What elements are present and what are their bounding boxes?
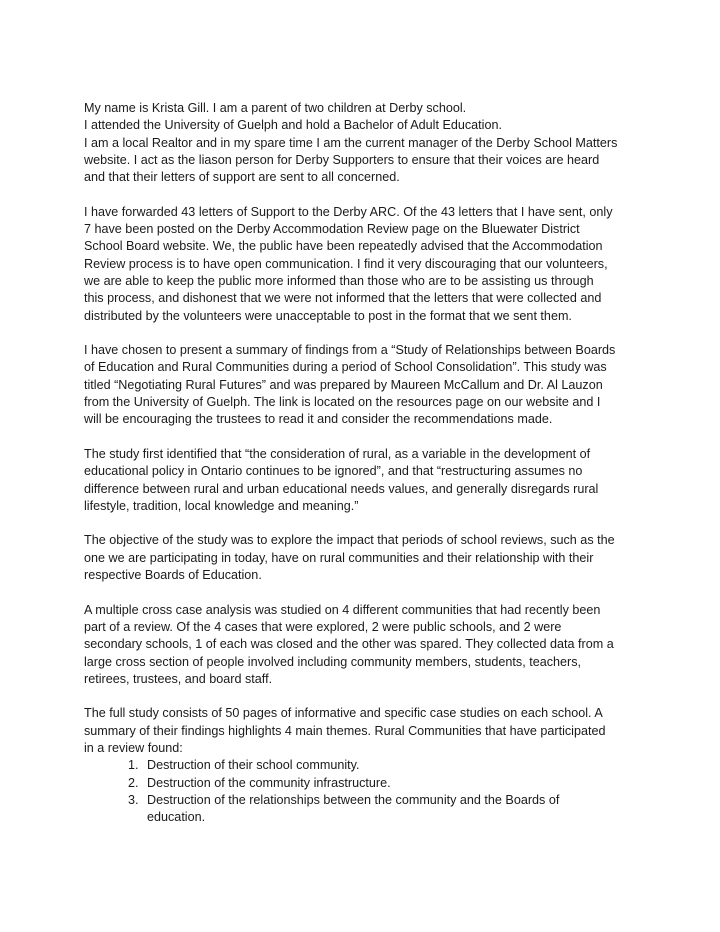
text-line: from the University of Guelph. The link is located on the resources page on our website and I — [84, 395, 601, 410]
list-number: 3. — [128, 792, 139, 807]
summary-paragraph — [84, 342, 644, 428]
text-line: difference between rural and urban educational needs values, and generally disregards rural — [84, 481, 599, 496]
text-line: I am a local Realtor and in my spare time I am the current manager of the Derby School Matters — [84, 135, 618, 150]
text-line: I have chosen to present a summary of findings from a “Study of Relationships between Boards — [84, 343, 616, 358]
text-line: Destruction of the relationships between the community and the Boards of — [147, 792, 560, 807]
text-line: The full study consists of 50 pages of informative and specific case studies on each school. A — [84, 706, 603, 721]
text-line: The objective of the study was to explore the impact that periods of school reviews, such as the — [84, 533, 615, 548]
text-line: of Education and Rural Communities during a period of School Consolidation”. This study was — [84, 360, 607, 375]
text-line: and that their letters of support are sent to all concerned. — [84, 170, 400, 185]
findings-list — [84, 757, 644, 826]
text-line: The study first identified that “the consideration of rural, as a variable in the development of — [84, 446, 591, 461]
text-line: large cross section of people involved including community members, students, teachers, — [84, 654, 581, 669]
text-line: in a review found: — [84, 740, 183, 755]
text-line: summary of their findings highlights 4 main themes. Rural Communities that have participated — [84, 723, 606, 738]
identified-paragraph — [84, 446, 644, 515]
text-line: one we are participating in today, have on rural communities and their relationship with their — [84, 550, 594, 565]
list-item — [84, 792, 644, 827]
list-number: 2. — [128, 775, 139, 790]
list-item — [84, 757, 644, 774]
text-line: part of a review. Of the 4 cases that were explored, 2 were public schools, and 2 were — [84, 619, 562, 634]
letters-paragraph — [84, 204, 644, 325]
text-line: this process, and dishonest that we were not informed that the letters that were collected and — [84, 291, 602, 306]
text-line: lifestyle, tradition, local knowledge and meaning.” — [84, 498, 359, 513]
document-page — [84, 100, 644, 826]
text-line: secondary schools, 1 of each was closed and the other was spared. They collected data from a — [84, 637, 614, 652]
text-line: education. — [147, 810, 206, 825]
text-line: distributed by the volunteers were unacceptable to post in the format that we sent them. — [84, 308, 572, 323]
text-line: respective Boards of Education. — [84, 568, 262, 583]
text-line: Review process is to have open communication. I find it very discouraging that our volunteers, — [84, 256, 608, 271]
text-line: I attended the University of Guelph and hold a Bachelor of Adult Education. — [84, 118, 502, 133]
text-line: Destruction of the community infrastructure. — [147, 775, 391, 790]
text-line: educational policy in Ontario continues to be ignored”, and that “restructuring assumes no — [84, 464, 583, 479]
text-line: My name is Krista Gill. I am a parent of two children at Derby school. — [84, 101, 467, 115]
text-line: Destruction of their school community. — [147, 758, 360, 773]
text-line: I have forwarded 43 letters of Support to the Derby ARC. Of the 43 letters that I have sent, only — [84, 204, 613, 219]
text-line: titled “Negotiating Rural Futures” and was prepared by Maureen McCallum and Dr. Al Lauzon — [84, 377, 603, 392]
text-line: we are able to keep the public more informed than those who are to be assisting us through — [84, 273, 594, 288]
text-line: retirees, trustees, and board staff. — [84, 671, 273, 686]
text-line: School Board website. We, the public have been repeatedly advised that the Accommodation — [84, 239, 603, 254]
full-study-paragraph — [84, 705, 644, 757]
objective-paragraph — [84, 532, 644, 584]
text-line: A multiple cross case analysis was studied on 4 different communities that had recently been — [84, 602, 601, 617]
intro-paragraph — [84, 100, 644, 186]
text-line: 7 have been posted on the Derby Accommodation Review page on the Bluewater District — [84, 222, 580, 237]
analysis-paragraph — [84, 602, 644, 688]
list-number: 1. — [128, 758, 139, 773]
text-line: will be encouraging the trustees to read it and consider the recommendations made. — [84, 412, 553, 427]
text-line: website. I act as the liason person for Derby Supporters to ensure that their voices are heard — [84, 152, 600, 167]
list-item — [84, 775, 644, 792]
